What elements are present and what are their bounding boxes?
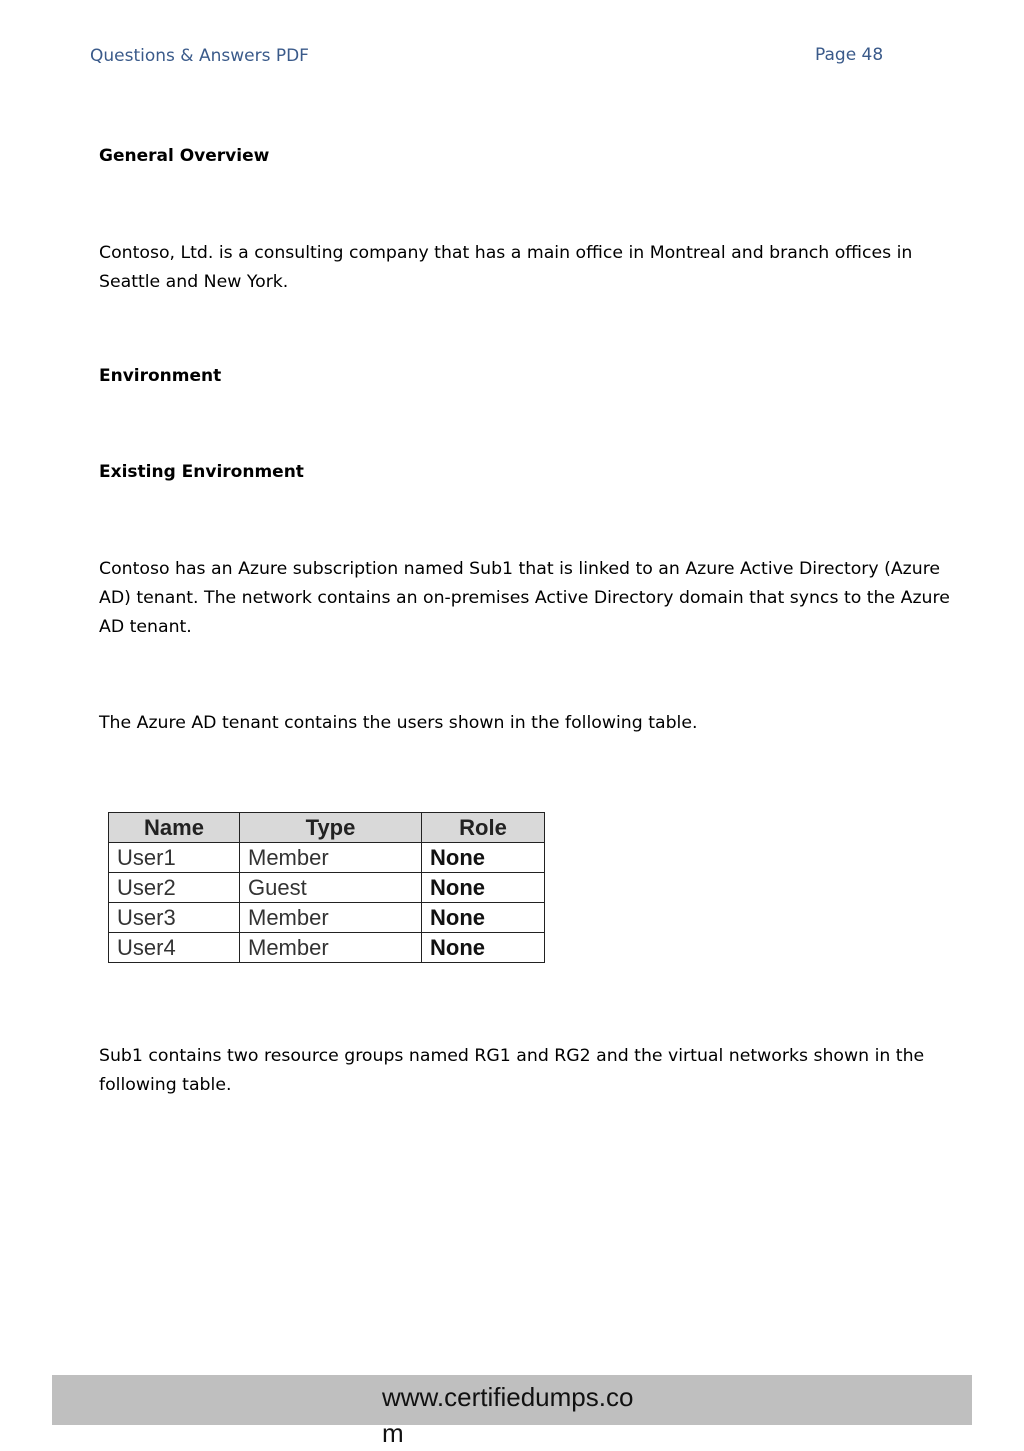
cell-role: None bbox=[422, 843, 545, 873]
table-row bbox=[109, 873, 545, 903]
cell-name: User3 bbox=[109, 903, 240, 933]
table-row bbox=[109, 843, 545, 873]
cell-type: Member bbox=[240, 903, 422, 933]
table-row bbox=[109, 933, 545, 963]
cell-type: Member bbox=[240, 843, 422, 873]
paragraph-subscription: Contoso has an Azure subscription named Sub1 that is linked to an Azure Active Directory (Azure AD) tenant. The network contains an on-premises Active Directory domain that syncs to the Azure AD tenant. bbox=[99, 559, 950, 637]
cell-role: None bbox=[422, 873, 545, 903]
page-number: Page 48 bbox=[815, 45, 884, 65]
footer-bar bbox=[52, 1375, 972, 1448]
heading-general-overview: General Overview bbox=[99, 146, 270, 166]
footer-website-link[interactable]: www.certifiedumps.com bbox=[382, 1382, 634, 1448]
cell-role: None bbox=[422, 903, 545, 933]
cell-name: User1 bbox=[109, 843, 240, 873]
header-title: Questions & Answers PDF bbox=[90, 46, 309, 66]
heading-existing-environment: Existing Environment bbox=[99, 462, 304, 482]
column-header-role: Role bbox=[422, 813, 545, 843]
table-row bbox=[109, 903, 545, 933]
column-header-type: Type bbox=[240, 813, 422, 843]
cell-type: Member bbox=[240, 933, 422, 963]
cell-name: User2 bbox=[109, 873, 240, 903]
cell-name: User4 bbox=[109, 933, 240, 963]
paragraph-users-intro: The Azure AD tenant contains the users shown in the following table. bbox=[99, 713, 698, 733]
users-table bbox=[108, 812, 545, 963]
table-header-row bbox=[109, 813, 545, 843]
paragraph-vnets-intro: Sub1 contains two resource groups named RG1 and RG2 and the virtual networks shown in the following table. bbox=[99, 1046, 925, 1095]
cell-role: None bbox=[422, 933, 545, 963]
paragraph-company: Contoso, Ltd. is a consulting company that has a main office in Montreal and branch offices in Seattle and New York. bbox=[99, 243, 913, 292]
column-header-name: Name bbox=[109, 813, 240, 843]
heading-environment: Environment bbox=[99, 366, 222, 386]
cell-type: Guest bbox=[240, 873, 422, 903]
